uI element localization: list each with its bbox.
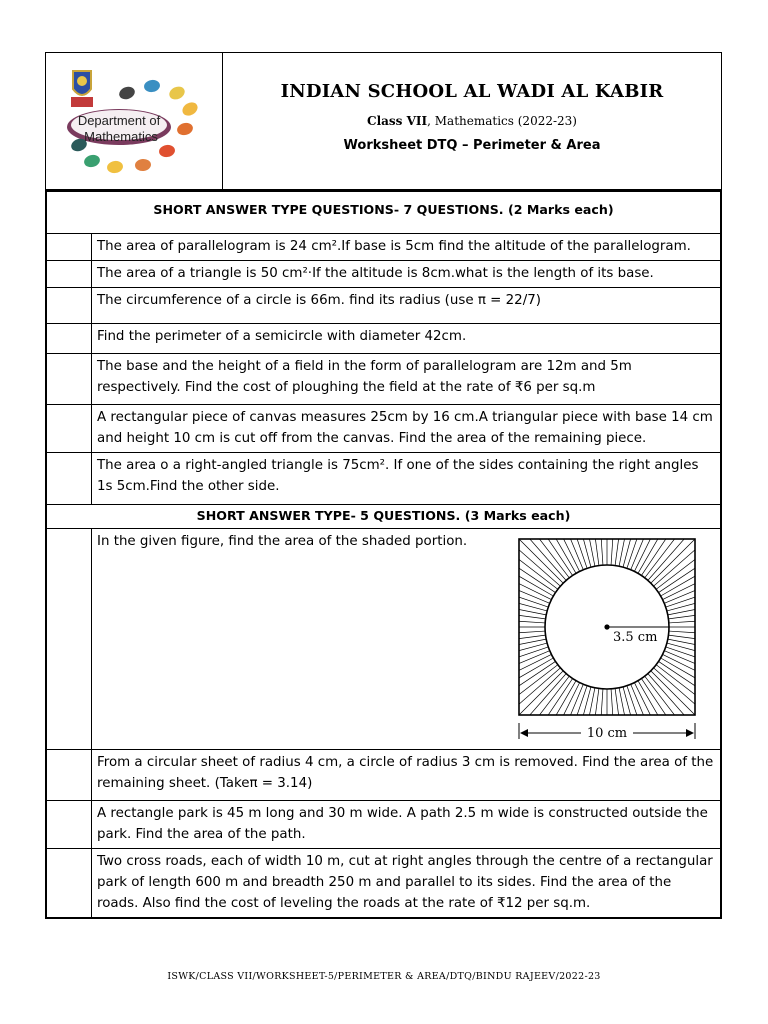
logo-text-mathematics: Mathematics [84, 128, 158, 144]
hatch-line [659, 661, 699, 704]
shaded-square-circle-figure [517, 537, 699, 743]
header-titles [223, 53, 721, 189]
hatch-line [517, 671, 563, 726]
hatch-line [623, 537, 643, 567]
hatch-line [638, 681, 677, 743]
subject-year: , Mathematics (2022-23) [427, 114, 577, 128]
worksheet-frame [45, 52, 722, 919]
hatch-line [664, 573, 699, 603]
question-text: The area of parallelogram is 24 cm².If base is 5cm find the altitude of the parallelogram. [92, 234, 721, 261]
hatch-line [517, 639, 546, 654]
math-department-logo-icon [59, 59, 209, 184]
question-number-cell [47, 354, 92, 405]
question-text: Find the perimeter of a semicircle with diameter 42cm. [92, 324, 721, 354]
department-logo [46, 53, 223, 189]
figure-radius-label: 3.5 cm [613, 630, 658, 645]
question-row [47, 453, 721, 505]
worksheet-title: Worksheet DTQ – Perimeter & Area [343, 138, 601, 153]
question-row [47, 849, 721, 918]
question-text: The area of a triangle is 50 cm²·If the altitude is 8cm.what is the length of its base. [92, 261, 721, 288]
section2-header-row [47, 505, 721, 529]
question-with-figure [92, 529, 721, 750]
section1-header-row [47, 192, 721, 234]
school-name: INDIAN SCHOOL AL WADI AL KABIR [280, 81, 664, 102]
hatch-line [517, 600, 546, 615]
hatch-line [645, 676, 692, 738]
section1-title: SHORT ANSWER TYPE QUESTIONS- 7 QUESTIONS. (2 Marks each) [47, 192, 721, 234]
question-text: The base and the height of a field in the form of parallelogram are 12m and 5m respectively. Find the cost of ploughing the field at the rate of ₹6 per sq.m [92, 354, 721, 405]
hatch-line [631, 684, 661, 743]
class-line [223, 114, 721, 128]
hatch-line [580, 537, 595, 566]
question-number-cell [47, 324, 92, 354]
class-name: Class VII [367, 114, 428, 128]
header [46, 53, 721, 191]
hatch-line [638, 537, 677, 573]
question-row [47, 529, 721, 750]
hatch-line [619, 537, 634, 566]
questions-table [46, 191, 721, 918]
hatch-line [517, 591, 547, 611]
figure-side-label: 10 cm [586, 726, 628, 741]
question-number-cell [47, 801, 92, 849]
question-number-cell [47, 750, 92, 801]
hatch-line [517, 557, 553, 596]
question-row [47, 261, 721, 288]
hatch-line [517, 643, 547, 663]
hatch-line [664, 651, 699, 681]
question-number-cell [47, 453, 92, 505]
hatch-line [654, 668, 699, 719]
question-text: In the given figure, find the area of the shaded portion. [97, 534, 468, 549]
hatch-line [666, 647, 699, 672]
section2-title: SHORT ANSWER TYPE- 5 QUESTIONS. (3 Marks each) [47, 505, 721, 529]
question-number-cell [47, 529, 92, 750]
question-number-cell [47, 288, 92, 324]
question-text: From a circular sheet of radius 4 cm, a circle of radius 3 cm is removed. Find the area of the remaining sheet. (Takeπ = 3.14) [92, 750, 721, 801]
question-number-cell [47, 234, 92, 261]
hatch-line [522, 676, 569, 738]
hatch-line [562, 537, 587, 568]
question-row [47, 750, 721, 801]
hatch-line [627, 537, 652, 568]
hatch-line [666, 582, 699, 607]
question-row [47, 234, 721, 261]
question-text: The circumference of a circle is 66m. find its radius (use π = 22/7) [92, 288, 721, 324]
question-text: A rectangle park is 45 m long and 30 m wide. A path 2.5 m wide is constructed outside the park. Find the area of the path. [92, 801, 721, 849]
hatch-line [517, 658, 553, 697]
hatch-line [553, 684, 583, 743]
question-row [47, 801, 721, 849]
hatch-line [517, 647, 548, 672]
question-text: Two cross roads, each of width 10 m, cut at right angles through the centre of a rectangular park of length 600 m and breadth 250 m and parallel to its sides. Find the area of the roads. Also find the cost of leveling the roads at the rate of ₹12 per sq.m. [92, 849, 721, 918]
hatch-line [517, 582, 548, 607]
question-row [47, 354, 721, 405]
hatch-line [571, 537, 591, 567]
logo-text-department: Department of [77, 112, 161, 128]
page-footer: ISWK/CLASS VII/WORKSHEET-5/PERIMETER & AREA/DTQ/BINDU RAJEEV/2022-23 [167, 971, 601, 982]
hatch-line [537, 537, 576, 573]
question-number-cell [47, 405, 92, 453]
question-text: A rectangular piece of canvas measures 25cm by 16 cm.A triangular piece with base 14 cm and height 10 cm is cut off from the canvas. Find the area of the remaining piece. [92, 405, 721, 453]
hatch-line [648, 674, 699, 733]
question-row [47, 405, 721, 453]
question-row [47, 288, 721, 324]
question-row [47, 324, 721, 354]
question-number-cell [47, 261, 92, 288]
hatch-line [659, 549, 699, 592]
dimension-arrow-left [520, 729, 528, 737]
question-text: The area o a right-angled triangle is 75cm². If one of the sides containing the right angles 1s 5cm.Find the other side. [92, 453, 721, 505]
question-number-cell [47, 849, 92, 918]
dimension-arrow-right [686, 729, 694, 737]
hatch-line [537, 681, 576, 743]
hatch-line [517, 537, 563, 583]
